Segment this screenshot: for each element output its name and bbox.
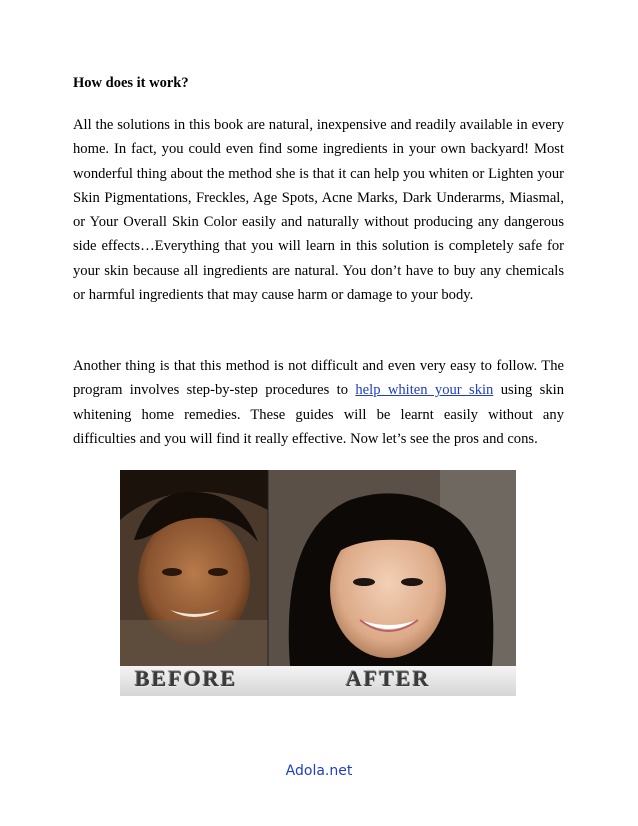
section-heading: How does it work? [73, 75, 189, 91]
paragraph-method-text-end: using skin whitening home remedies. These guides will be learnt easily without any difficulties and you will find it really effective. Now let’s see the pros and cons. [73, 382, 564, 447]
before-after-photo [120, 470, 516, 696]
before-caption: BEFORE [135, 666, 238, 691]
after-caption: AFTER [346, 666, 431, 691]
paragraph-method-text-start: Another thing is that this method is not difficult and even very easy to follow. The program involves step-by-step procedures to [73, 358, 564, 399]
paragraph-method [73, 354, 564, 451]
help-whiten-skin-link[interactable]: help whiten your skin [355, 382, 494, 399]
footer-site-name[interactable]: Adola.net [285, 763, 353, 779]
paragraph-intro: All the solutions in this book are natural, inexpensive and readily available in every home. In fact, you could even find some ingredients in your own backyard! Most wonderful thing about the method she is that it can help you whiten or Lighten your Skin Pigmentations, Freckles, Age Spots, Acne Marks, Dark Underarms, Miasmal, or Your Overall Skin Color easily and naturally without producing any dangerous side effects…Everything that you will learn in this solution is completely safe for your skin because all ingredients are natural. You don’t have to buy any chemicals or harmful ingredients that may cause harm or damage to your body. [73, 117, 564, 304]
